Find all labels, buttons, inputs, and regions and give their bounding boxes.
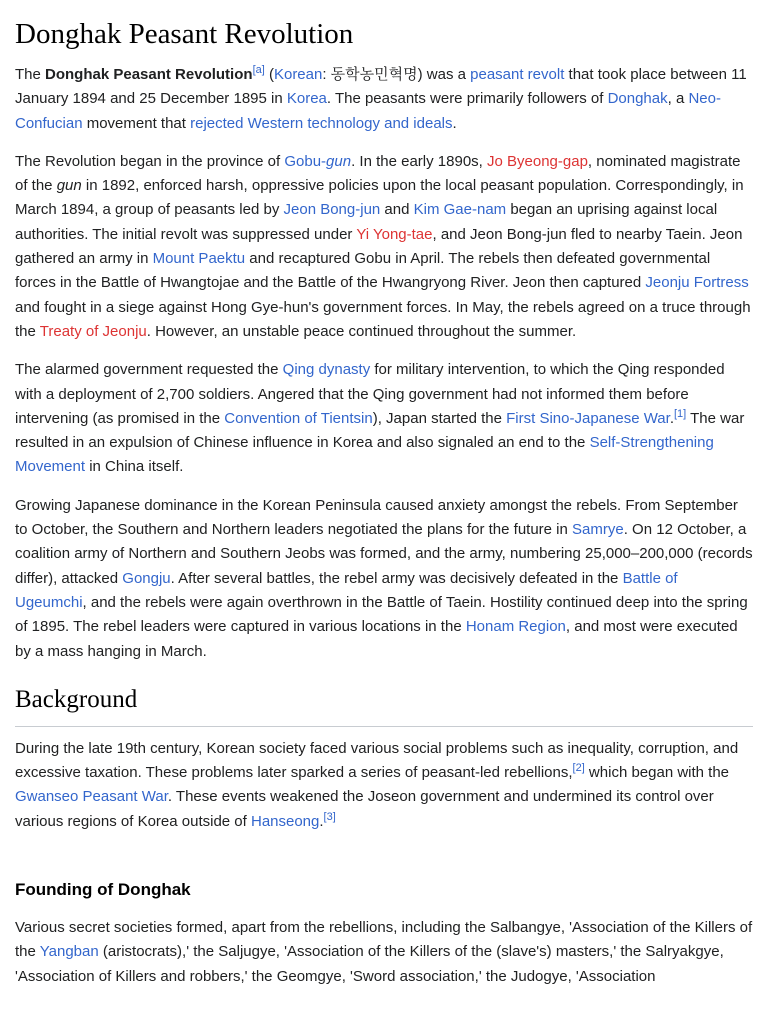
link-jo-byeong-gap[interactable]: Jo Byeong-gap bbox=[487, 152, 588, 170]
link-kim-gae-nam[interactable]: Kim Gae-nam bbox=[413, 201, 507, 219]
background-paragraph-1: During the late 19th century, Korean society faced various social problems such as inequality, corruption, and excessive taxation. These problems later sparked a series of peasant-led rebellions,[2] which began with the Gwanseo Peasant War. These events weakened the Joseon government and undermined its control over various regions of Korea outside of Hanseong.[3] bbox=[15, 739, 739, 830]
link-yangban[interactable]: Yangban bbox=[39, 943, 99, 961]
footnote-ref-1[interactable]: [1] bbox=[674, 407, 687, 420]
link-jeon-bong-jun[interactable]: Jeon Bong-jun bbox=[283, 201, 381, 219]
link-neo-confucian[interactable]: Neo-Confucian bbox=[15, 90, 721, 132]
link-peasant-revolt[interactable]: peasant revolt bbox=[470, 66, 565, 83]
footnote-ref-3[interactable]: [3] bbox=[323, 810, 336, 823]
link-mount-paektu[interactable]: Mount Paektu bbox=[152, 250, 246, 268]
intro-paragraph-1: The Donghak Peasant Revolution[a] (Korean: 동학농민혁명) was a peasant revolt that took place between 11 January 1894 and 25 December 1895 in Korea. The peasants were primarily followers of Donghak, a Neo-Confucian movement that rejected Western technology and ideals. bbox=[15, 64, 747, 132]
link-rejected-western[interactable]: rejected Western technology and ideals bbox=[190, 114, 453, 132]
link-gongju[interactable]: Gongju bbox=[122, 569, 171, 587]
page-title: Donghak Peasant Revolution bbox=[15, 18, 354, 50]
founding-paragraph-1: Various secret societies formed, apart from the rebellions, including the Salbangye, 'Association of the Killers of the Yangban (aristocrats),' the Saljugye, 'Association of the Killers of the (slave's) masters,' the Salryakgye, 'Association of Killers and robbers,' the Geomgye, 'Sword association,' the Judogye, 'Association bbox=[15, 919, 753, 985]
link-yi-yong-tae[interactable]: Yi Yong-tae bbox=[356, 225, 433, 243]
link-korea[interactable]: Korea bbox=[286, 90, 327, 108]
link-honam-region[interactable]: Honam Region bbox=[465, 618, 566, 636]
link-convention-of-tientsin[interactable]: Convention of Tientsin bbox=[224, 409, 373, 427]
footnote-ref-2[interactable]: [2] bbox=[572, 762, 585, 775]
link-self-strengthening-movement[interactable]: Self-Strengthening Movement bbox=[15, 434, 714, 476]
footnote-ref-a[interactable]: [a] bbox=[252, 64, 265, 76]
link-battle-of-ugeumchi[interactable]: Battle of Ugeumchi bbox=[15, 569, 678, 611]
article-subject: Donghak Peasant Revolution bbox=[45, 66, 253, 83]
link-gobu-gun[interactable]: Gobu-gun bbox=[284, 152, 352, 170]
intro-paragraph-3: The alarmed government requested the Qing dynasty for military intervention, to which the Qing responded with a deployment of 2,700 soldiers. Angered that the Qing government had not informed them before intervening (as promised in the Convention of Tientsin), Japan started the First Sino-Japanese War.[1] The war resulted in an expulsion of Chinese influence in Korea and also signaled an end to the Self-Strengthening Movement in China itself. bbox=[15, 361, 745, 476]
link-korean[interactable]: Korean bbox=[273, 66, 323, 83]
link-gwanseo-peasant-war[interactable]: Gwanseo Peasant War bbox=[15, 788, 168, 806]
link-hanseong[interactable]: Hanseong bbox=[250, 812, 320, 830]
link-qing-dynasty[interactable]: Qing dynasty bbox=[282, 361, 371, 379]
section-heading-founding-of-donghak: Founding of Donghak bbox=[15, 880, 191, 900]
link-first-sino-japanese-war[interactable]: First Sino-Japanese War bbox=[506, 409, 670, 427]
intro-paragraph-4: Growing Japanese dominance in the Korean Peninsula caused anxiety amongst the rebels. From September to October, the Southern and Northern leaders negotiated the plans for the future in Samrye. On 12 October, a coalition army of Northern and Southern Jeobs was formed, and the army, numbering 25,000–200,000 (records differ), attacked Gongju. After several battles, the rebel army was decisively defeated in the Battle of Ugeumchi, and the rebels were again overthrown in the Battle of Taein. Hostility continued deep into the spring of 1895. The rebel leaders were captured in various locations in the Honam Region, and most were executed by a mass hanging in March. bbox=[15, 496, 753, 660]
intro-paragraph-2: The Revolution began in the province of Gobu-gun. In the early 1890s, Jo Byeong-gap, nominated magistrate of the gun in 1892, enforced harsh, oppressive policies upon the local peasant population. Correspondingly, in March 1894, a group of peasants led by Jeon Bong-jun and Kim Gae-nam began an uprising against local authorities. The initial revolt was suppressed under Yi Yong-tae, and Jeon Bong-jun fled to nearby Taein. Jeon gathered an army in Mount Paektu and recaptured Gobu in April. The rebels then defeated governmental forces in the Battle of Hwangtojae and the Battle of the Hwangryong River. Jeon then captured Jeonju Fortress and fought in a siege against Hong Gye-hun's government forces. In May, the rebels agreed on a truce through the Treaty of Jeonju. However, an unstable peace continued throughout the summer. bbox=[15, 152, 751, 340]
link-jeonju-fortress[interactable]: Jeonju Fortress bbox=[645, 274, 749, 292]
link-treaty-of-jeonju[interactable]: Treaty of Jeonju bbox=[39, 322, 147, 340]
link-donghak[interactable]: Donghak bbox=[607, 90, 668, 108]
section-heading-background: Background bbox=[15, 668, 753, 727]
link-samrye[interactable]: Samrye bbox=[572, 521, 624, 539]
